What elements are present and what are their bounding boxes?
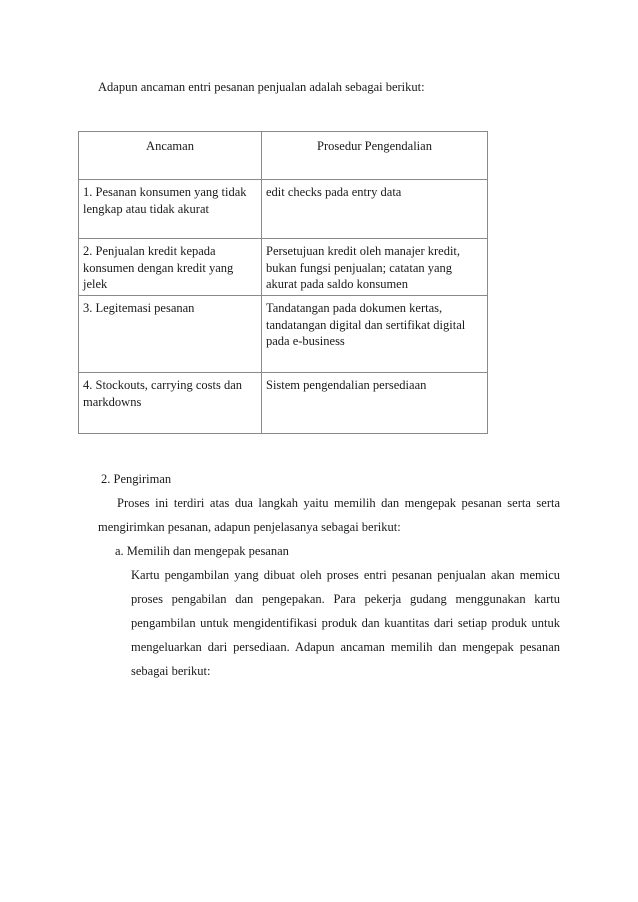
cell-line: lengkap atau tidak akurat	[83, 201, 209, 216]
cell-line: akurat pada saldo konsumen	[266, 277, 408, 291]
section-heading: 2. Pengiriman	[101, 472, 172, 486]
threat-cell	[79, 373, 262, 434]
control-cell	[262, 373, 488, 434]
header-ancaman: Ancaman	[79, 132, 262, 180]
table-row	[79, 239, 488, 296]
cell-line: 4. Stockouts, carrying costs dan	[83, 378, 243, 392]
cell-line: bukan fungsi penjualan; catatan yang	[266, 260, 453, 275]
paragraph-line: Kartu pengambilan yang dibuat oleh proses entri pesanan penjualan akan memicu	[131, 568, 560, 582]
control-cell	[262, 296, 488, 373]
header-prosedur: Prosedur Pengendalian	[262, 132, 488, 180]
cell-line: konsumen dengan kredit yang	[83, 260, 234, 275]
threat-control-table	[78, 131, 488, 434]
control-cell	[262, 239, 488, 296]
cell-line: Persetujuan kredit oleh manajer kredit,	[266, 244, 461, 258]
cell-line: 2. Penjualan kredit kepada	[83, 244, 216, 258]
paragraph-line: sebagai berikut:	[131, 664, 211, 678]
sub-heading: a. Memilih dan mengepak pesanan	[115, 544, 289, 558]
table-row	[79, 296, 488, 373]
cell-line: edit checks pada entry data	[266, 185, 402, 199]
threat-cell	[79, 180, 262, 239]
cell-line: pada e-business	[266, 334, 345, 348]
cell-line: 1. Pesanan konsumen yang tidak	[83, 185, 247, 199]
threat-cell	[79, 296, 262, 373]
cell-line: markdowns	[83, 394, 142, 409]
paragraph-line: Proses ini terdiri atas dua langkah yaitu memilih dan mengepak pesanan serta serta	[117, 496, 560, 510]
table-row	[79, 180, 488, 239]
intro-sentence: Adapun ancaman entri pesanan penjualan adalah sebagai berikut:	[98, 80, 425, 94]
cell-line: jelek	[83, 277, 108, 291]
cell-line: Sistem pengendalian persediaan	[266, 378, 427, 392]
paragraph-line: mengeluarkan dari persediaan. Adapun ancaman memilih dan mengepak pesanan	[131, 640, 560, 654]
cell-line: 3. Legitemasi pesanan	[83, 301, 195, 315]
table-header-row	[79, 132, 488, 180]
paragraph-line: proses pengabilan dan pengepakan. Para pekerja gudang menggunakan kartu	[131, 592, 560, 606]
control-cell	[262, 180, 488, 239]
threat-cell	[79, 239, 262, 296]
paragraph-line: pengambilan untuk mengidentifikasi produk dan kuantitas dari setiap produk untuk	[131, 616, 560, 630]
cell-line: tandatangan digital dan sertifikat digital	[266, 317, 466, 332]
cell-line: Tandatangan pada dokumen kertas,	[266, 301, 443, 315]
paragraph-line: mengirimkan pesanan, adapun penjelasanya sebagai berikut:	[98, 520, 401, 534]
table-row	[79, 373, 488, 434]
